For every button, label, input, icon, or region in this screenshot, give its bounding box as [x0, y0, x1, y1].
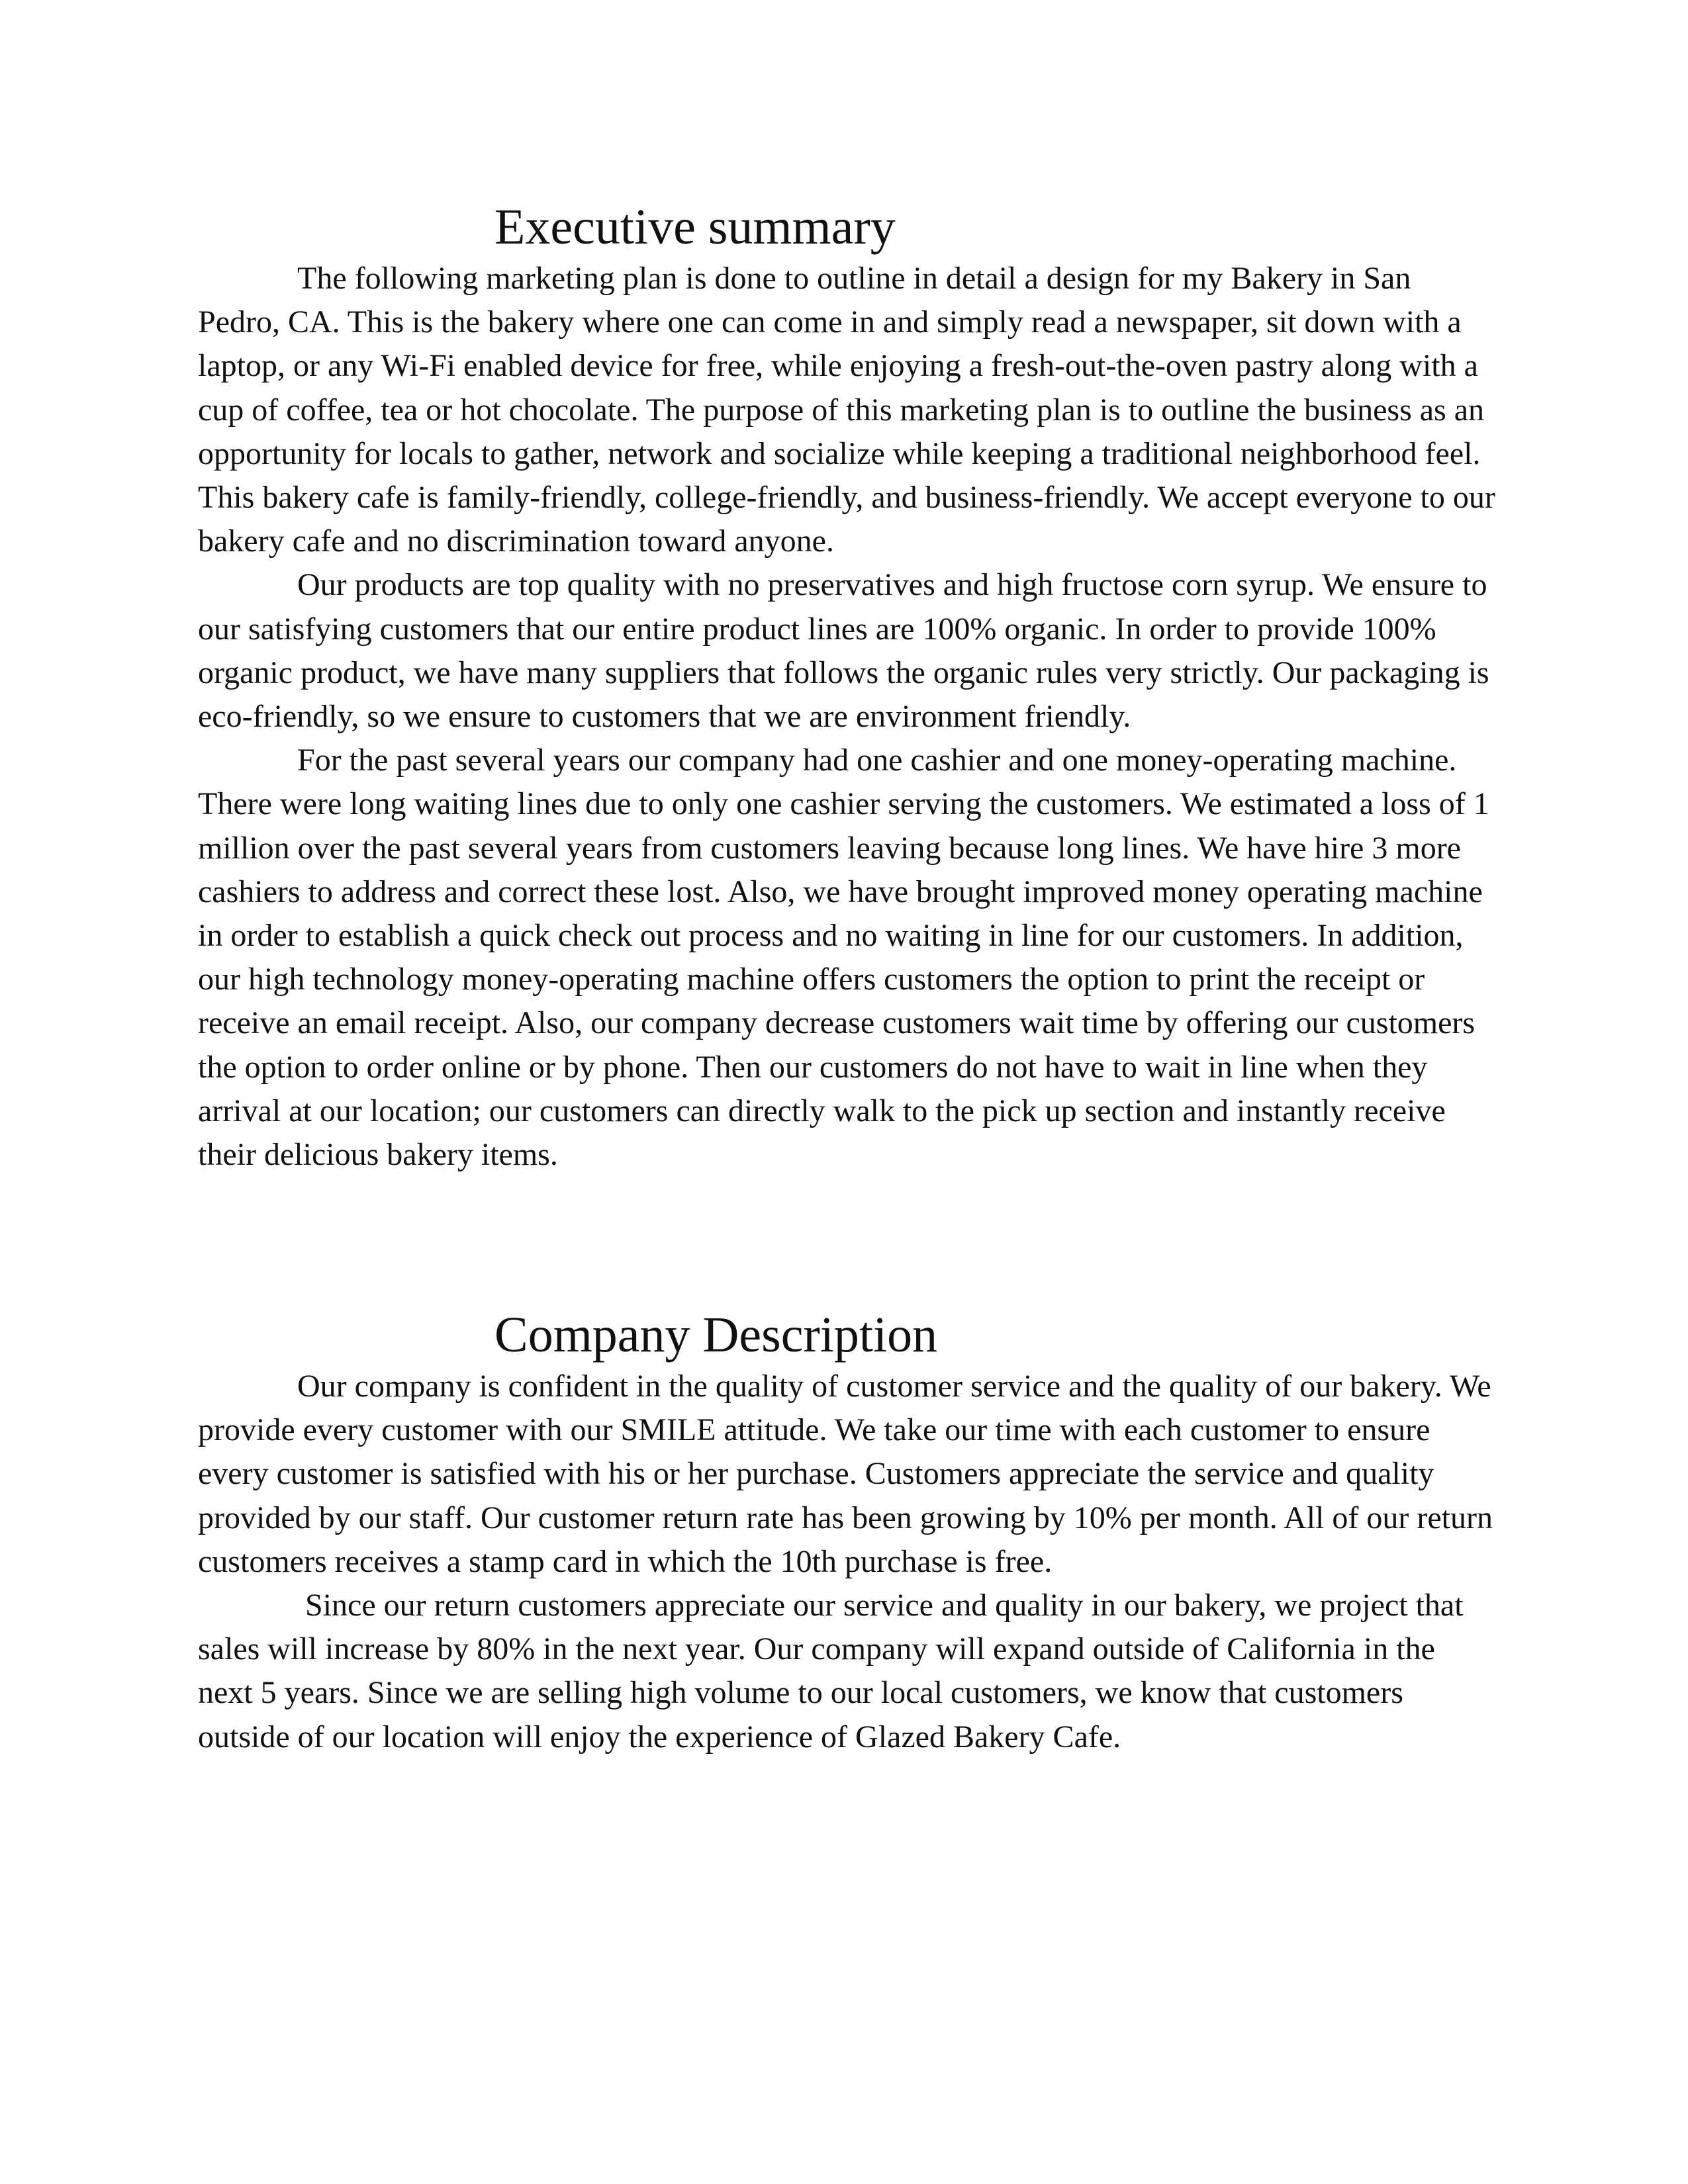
executive-summary-paragraph-1: The following marketing plan is done to outline in detail a design for my Bakery in San Pedro, CA. This is the bakery where one can come in and simply read a newspaper, sit down with a laptop, or any Wi-Fi enabled device for free, while enjoying a fresh-out-the-oven pastry along with a cup of coffee, tea or hot chocolate. The purpose of this marketing plan is to outline the business as an opportunity for locals to gather, network and socialize while keeping a traditional neighborhood feel. This bakery cafe is family-friendly, college-friendly, and business-friendly. We accept everyone to our bakery cafe and no discrimination toward anyone. [198, 261, 1495, 559]
executive-summary-paragraph-3: For the past several years our company had one cashier and one money-operating machine. There were long waiting lines due to only one cashier serving the customers. We estimated a loss of 1 million over the past several years from customers leaving because long lines. We have hire 3 more cashiers to address and correct these lost. Also, we have brought improved money operating machine in order to establish a quick check out process and no waiting in line for our customers. In addition, our high technology money-operating machine offers customers the option to print the receipt or receive an email receipt. Also, our company decrease customers wait time by offering our customers the option to order online or by phone. Then our customers do not have to wait in line when they arrival at our location; our customers can directly walk to the pick up section and instantly receive their delicious bakery items. [198, 743, 1489, 1173]
company-description-section [198, 1305, 1495, 1759]
executive-summary-heading: Executive summary [494, 199, 896, 255]
company-description-paragraph-1: Our company is confident in the quality of customer service and the quality of our bakery. We provide every customer with our SMILE attitude. We take our time with each customer to ensure every customer is satisfied with his or her purchase. Customers appreciate the service and quality provided by our staff. Our customer return rate has been growing by 10% per month. All of our return customers receives a stamp card in which the 10th purchase is free. [198, 1369, 1493, 1579]
company-description-heading: Company Description [494, 1307, 938, 1363]
executive-summary-paragraph-2: Our products are top quality with no preservatives and high fructose corn syrup. We ensure to our satisfying customers that our entire product lines are 100% organic. In order to provide 100% organic product, we have many suppliers that follows the organic rules very strictly. Our packaging is eco-friendly, so we ensure to customers that we are environment friendly. [198, 567, 1489, 735]
company-description-paragraph-2: Since our return customers appreciate our service and quality in our bakery, we project that sales will increase by 80% in the next year. Our company will expand outside of California in the next 5 years. Since we are selling high volume to our local customers, we know that customers outside of our location will enjoy the experience of Glazed Bakery Cafe. [198, 1588, 1464, 1754]
executive-summary-section [198, 197, 1495, 1177]
